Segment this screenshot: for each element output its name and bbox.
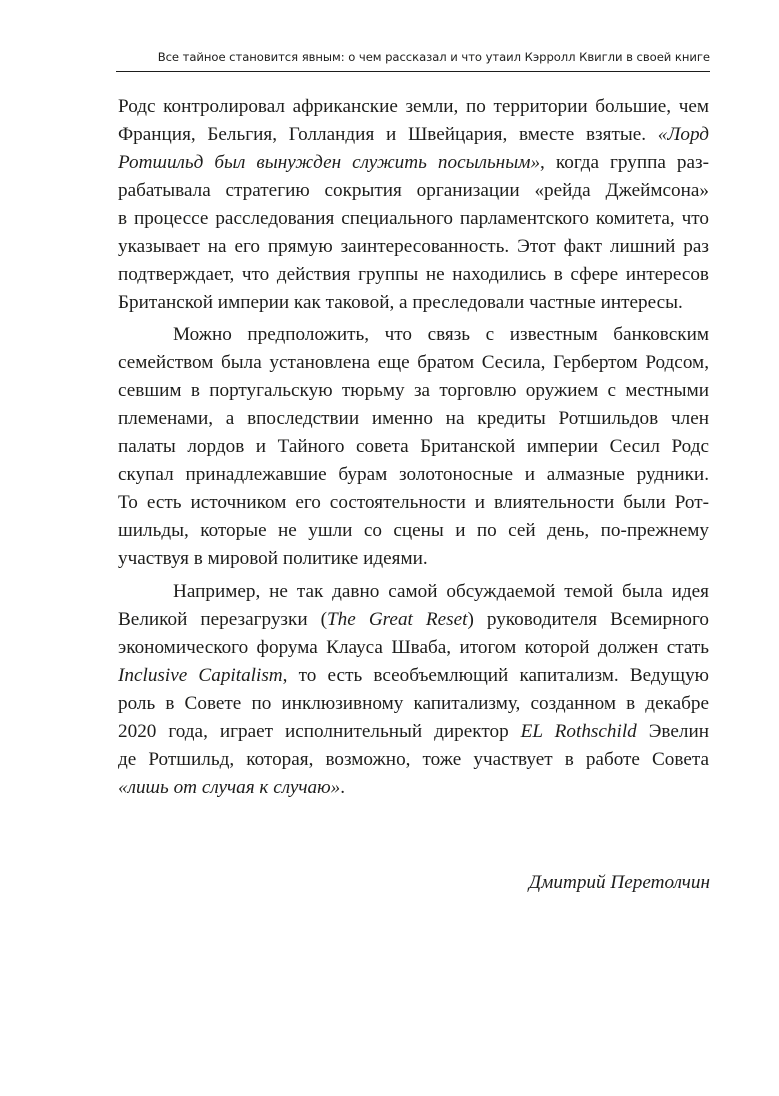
text-line — [118, 205, 709, 233]
text-segment: шильды, которые не ушли со сцены и по сей день, по-прежнему — [118, 520, 709, 541]
italic-text-segment: Ротшильд был вынужден служить посыльным» — [118, 152, 541, 173]
text-segment: севшим в португальскую тюрьму за торговлю оружием с местными — [118, 380, 709, 401]
italic-text-segment: The Great Reset — [327, 609, 468, 630]
italic-text-segment: EL Rothschild — [520, 721, 637, 742]
text-segment: участвуя в мировой политике идеями. — [118, 548, 428, 569]
text-line — [118, 746, 709, 774]
text-segment: племенами, а впоследствии именно на кредиты Ротшильдов член — [118, 408, 709, 429]
italic-text-segment: «Лорд — [657, 124, 709, 145]
text-segment: . — [340, 777, 346, 798]
header-rule — [116, 71, 710, 72]
text-line — [173, 578, 709, 606]
text-line — [118, 349, 709, 377]
text-segment: скупал принадлежавшие бурам золотоносные и алмазные рудники. — [118, 464, 709, 485]
text-line — [118, 177, 709, 205]
text-line — [118, 718, 709, 746]
italic-text-segment: Inclusive Capitalism — [118, 665, 283, 686]
text-segment: роль в Совете по инклюзивному капитализму, созданном в декабре — [118, 693, 709, 714]
text-line — [118, 377, 709, 405]
text-segment: экономического форума Клауса Шваба, итогом которой должен стать — [118, 637, 709, 658]
text-segment: Родс контролировал африканские земли, по территории большие, чем — [118, 96, 709, 117]
text-line — [118, 690, 709, 718]
text-segment: Например, не так давно самой обсуждаемой темой была идея — [173, 581, 709, 602]
text-line — [118, 149, 709, 177]
text-segment: То есть источником его состоятельности и влиятельности были Рот- — [118, 492, 709, 513]
text-line — [118, 461, 709, 489]
text-segment: де Ротшильд, которая, возможно, тоже участвует в работе Совета — [118, 749, 709, 770]
text-segment: семейством была установлена еще братом Сесила, Гербертом Родсом, — [118, 352, 709, 373]
running-header: Все тайное становится явным: о чем рассказал и что утаил Кэрролл Квигли в своей книге — [157, 50, 710, 64]
text-line — [118, 405, 709, 433]
text-line — [118, 606, 709, 634]
text-line — [118, 662, 709, 690]
text-segment: ) руководителя Всемирного — [467, 609, 709, 630]
text-line — [118, 233, 709, 261]
text-segment: Великой перезагрузки ( — [118, 609, 328, 630]
author-signature: Дмитрий Перетолчин — [528, 872, 710, 893]
text-line — [118, 121, 709, 149]
text-line — [118, 289, 709, 317]
text-segment: , когда группа раз- — [540, 152, 710, 173]
text-line — [118, 517, 709, 545]
text-line — [118, 545, 709, 573]
text-segment: 2020 года, играет исполнительный директор — [118, 721, 521, 742]
text-segment: Можно предположить, что связь с известным банковским — [173, 324, 709, 345]
text-segment: палаты лордов и Тайного совета Британской империи Сесил Родс — [118, 436, 709, 457]
italic-text-segment: «лишь от случая к случаю» — [118, 777, 341, 798]
text-line — [118, 93, 709, 121]
text-segment: в процессе расследования специального парламентского комитета, что — [118, 208, 709, 229]
text-line — [118, 433, 709, 461]
text-segment: Франция, Бельгия, Голландия и Швейцария, вместе взятые. — [118, 124, 658, 145]
text-line — [118, 261, 709, 289]
text-segment: Эвелин — [636, 721, 709, 742]
text-line — [173, 321, 709, 349]
text-segment: Британской империи как таковой, а преследовали частные интересы. — [118, 292, 683, 313]
text-line — [118, 774, 709, 802]
text-segment: рабатывала стратегию сокрытия организации «рейда Джеймсона» — [118, 180, 709, 201]
text-line — [118, 634, 709, 662]
text-segment: подтверждает, что действия группы не находились в сфере интересов — [118, 264, 709, 285]
text-segment: указывает на его прямую заинтересованность. Этот факт лишний раз — [118, 236, 709, 257]
text-segment: , то есть всеобъемлющий капитализм. Ведущую — [282, 665, 709, 686]
text-line — [118, 489, 709, 517]
